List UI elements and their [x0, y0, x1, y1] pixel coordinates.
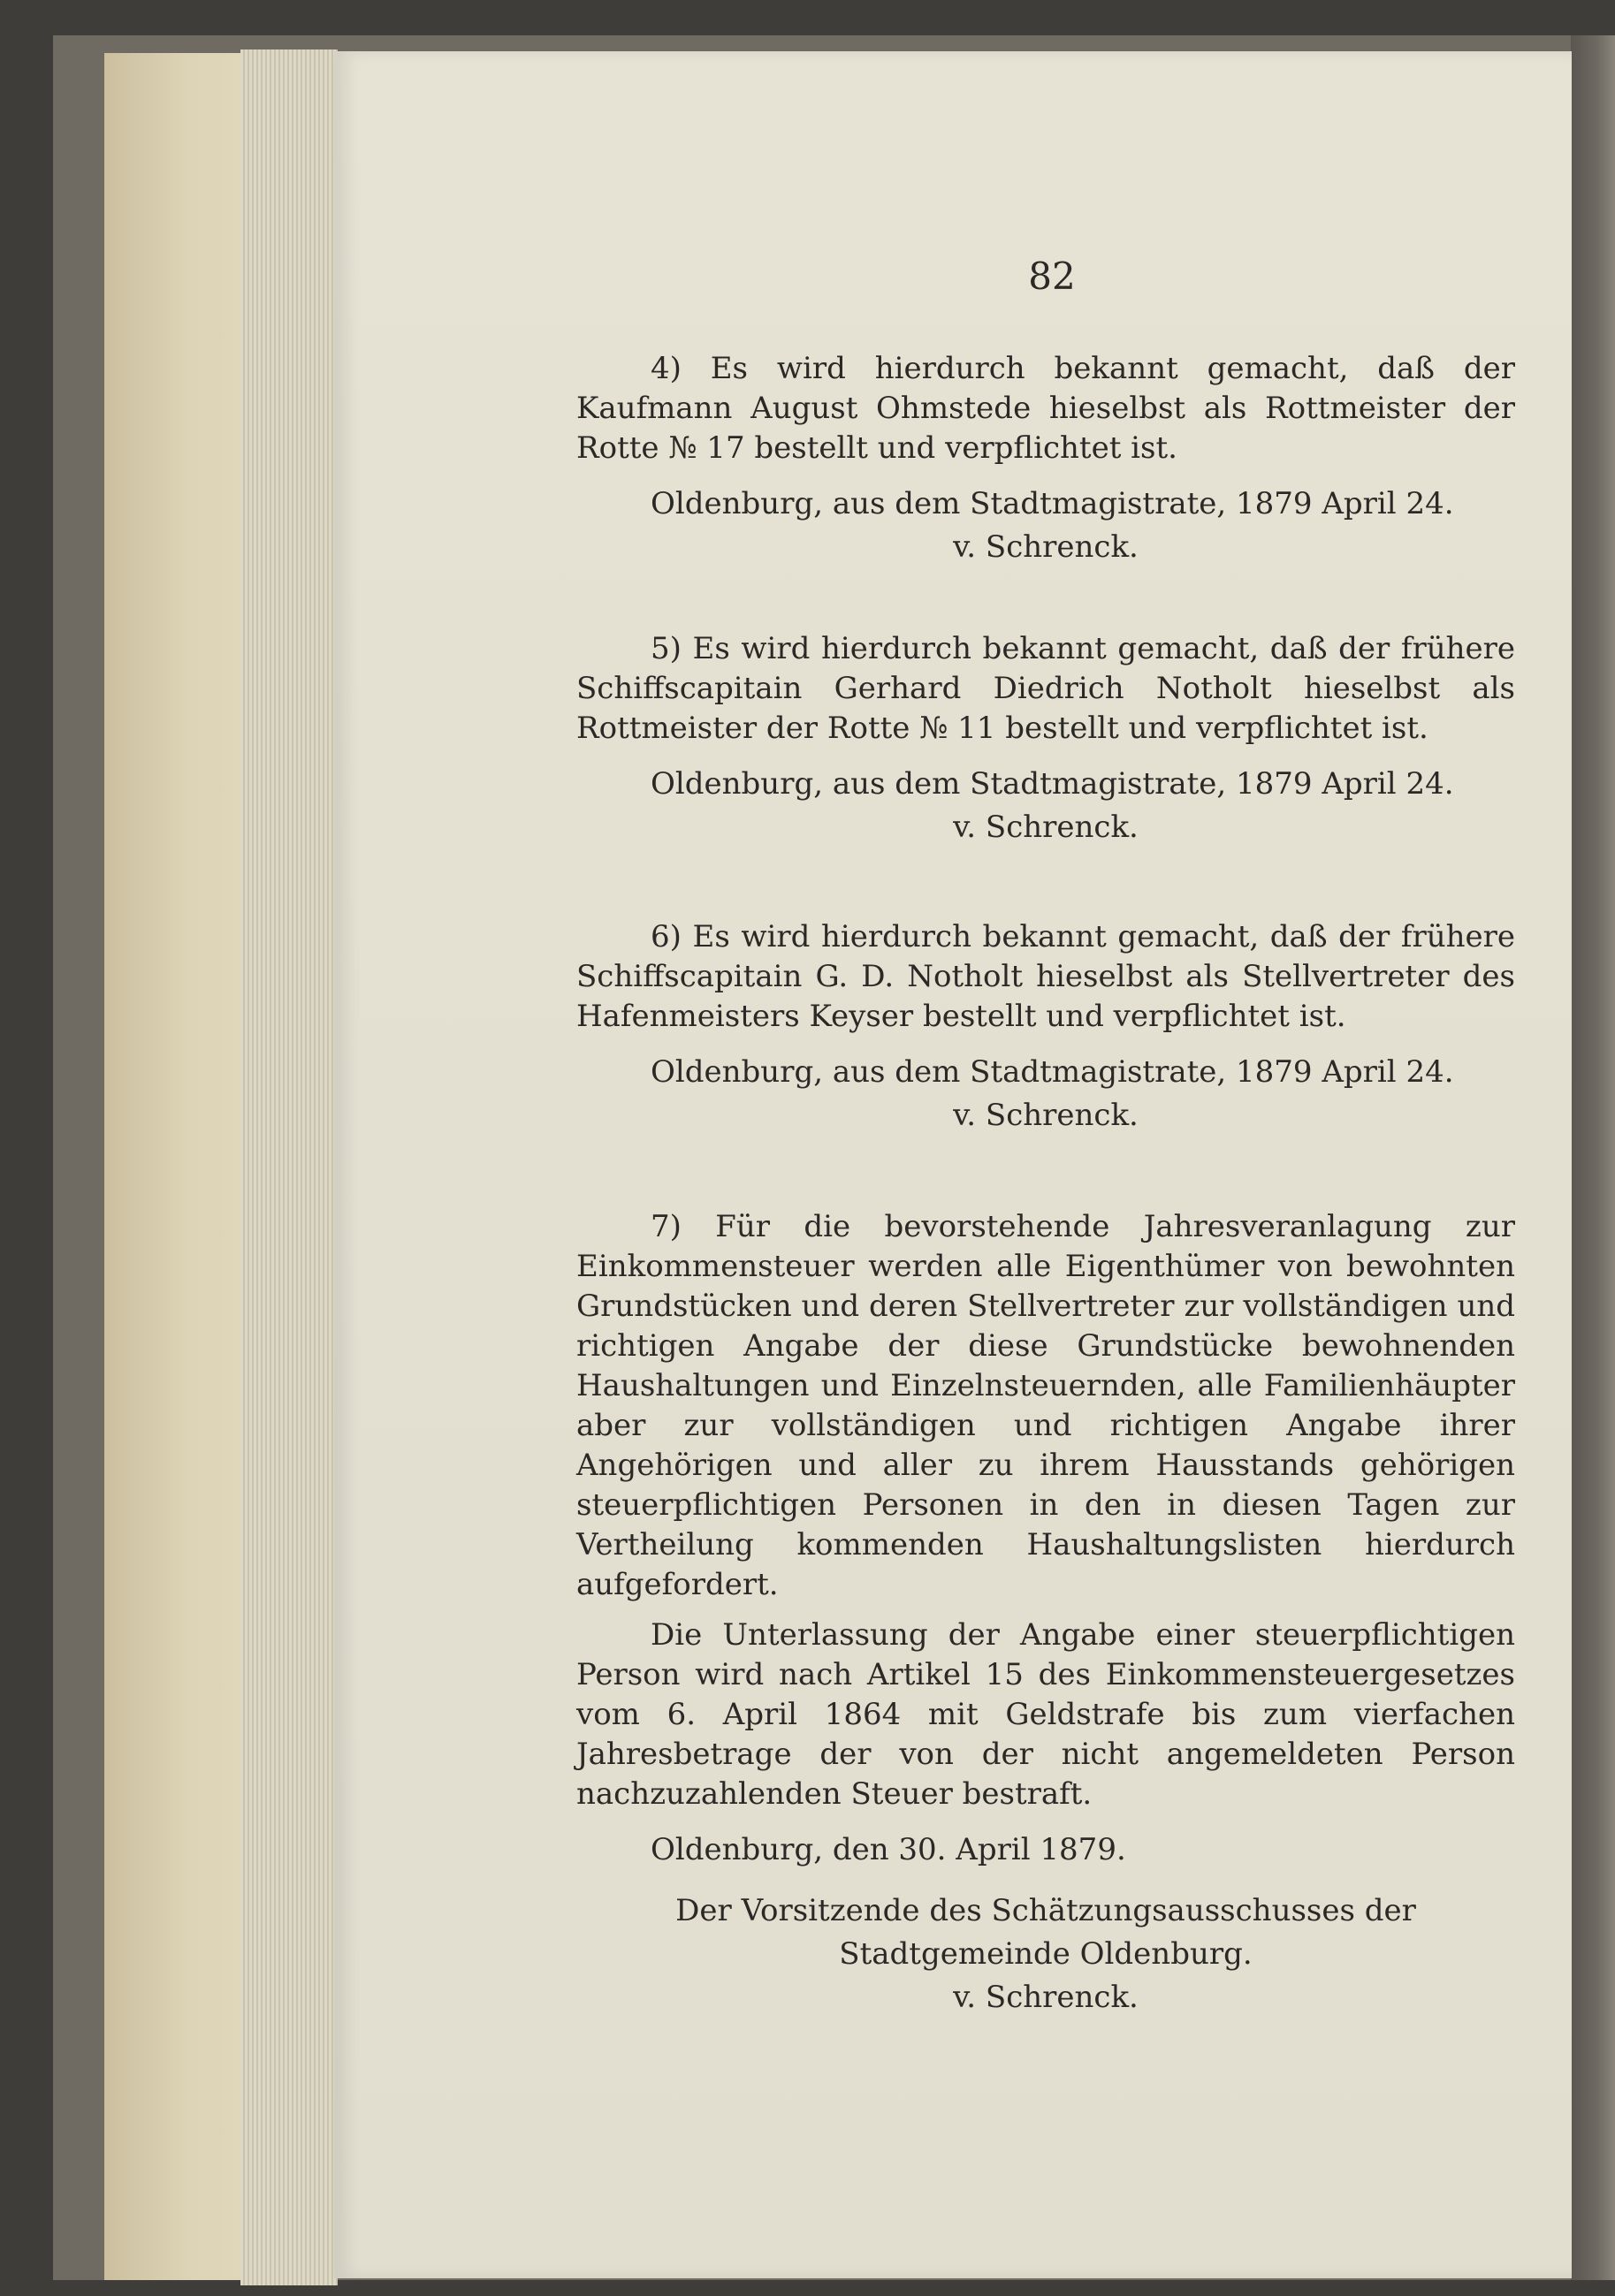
notice-text: 6) Es wird hierdurch bekannt gemacht, daß der frühere Schiffscapitain G. D. Notholt hieselbst als Stellvertreter des Hafenmeisters Keyser bestellt und verpflichtet ist. [576, 919, 1515, 1034]
notice-7-paragraph-1: 7) Für die bevorstehende Jahresveranlagung zur Einkommensteuer werden alle Eigenthümer von bewohnten Grundstücken und deren Stellvertreter zur vollständigen und richtigen Angabe der diese Grundstücke bewohnenden Haushaltungen und Einzelnsteuernden, alle Familienhäupter aber zur vollständigen und richtigen Angabe ihrer Angehörigen und aller zu ihrem Hausstands gehörigen steuerpflichtigen Personen in den in diesen Tagen zur Vertheilung kommenden Haushaltungslisten hierdurch aufgefordert. [576, 1209, 1515, 1602]
right-edge [1571, 35, 1615, 2280]
notice-dateline: Oldenburg, aus dem Stadtmagistrate, 1879 April 24. [651, 1054, 1454, 1090]
signer-line-1: Der Vorsitzende des Schätzungsausschusses der [675, 1893, 1416, 1928]
notice-7-dateline: Oldenburg, den 30. April 1879. [651, 1832, 1126, 1867]
notice-signature: v. Schrenck. [953, 529, 1139, 565]
notice-dateline: Oldenburg, aus dem Stadtmagistrate, 1879 April 24. [651, 486, 1454, 521]
notice-signature: v. Schrenck. [953, 810, 1139, 845]
notice-7-paragraph-2: Die Unterlassung der Angabe einer steuerpflichtigen Person wird nach Artikel 15 des Einkommensteuergesetzes vom 6. April 1864 mit Geldstrafe bis zum vierfachen Jahresbetrage der von der nicht angemeldeten Person nachzuzahlenden Steuer bestraft. [576, 1617, 1515, 1812]
notice-5 [576, 629, 1515, 848]
notice-text: 5) Es wird hierdurch bekannt gemacht, daß der frühere Schiffscapitain Gerhard Diedrich Notholt hieselbst als Rottmeister der Rotte № 11 bestellt und verpflichtet ist. [576, 631, 1515, 746]
notice-text: 4) Es wird hierdurch bekannt gemacht, daß der Kaufmann August Ohmstede hieselbst als Rottmeister der Rotte № 17 bestellt und verpflichtet ist. [576, 351, 1515, 466]
notice-4 [576, 349, 1515, 567]
signer-line-2: Stadtgemeinde Oldenburg. [839, 1936, 1253, 1972]
notice-6 [576, 917, 1515, 1136]
notice-7 [576, 1207, 1515, 2018]
notice-dateline: Oldenburg, aus dem Stadtmagistrate, 1879 April 24. [651, 766, 1454, 802]
notice-7-signature: v. Schrenck. [953, 1980, 1139, 2015]
page-number: 82 [1028, 255, 1076, 298]
notice-signature: v. Schrenck. [953, 1098, 1139, 1133]
page-edges [240, 49, 338, 2285]
